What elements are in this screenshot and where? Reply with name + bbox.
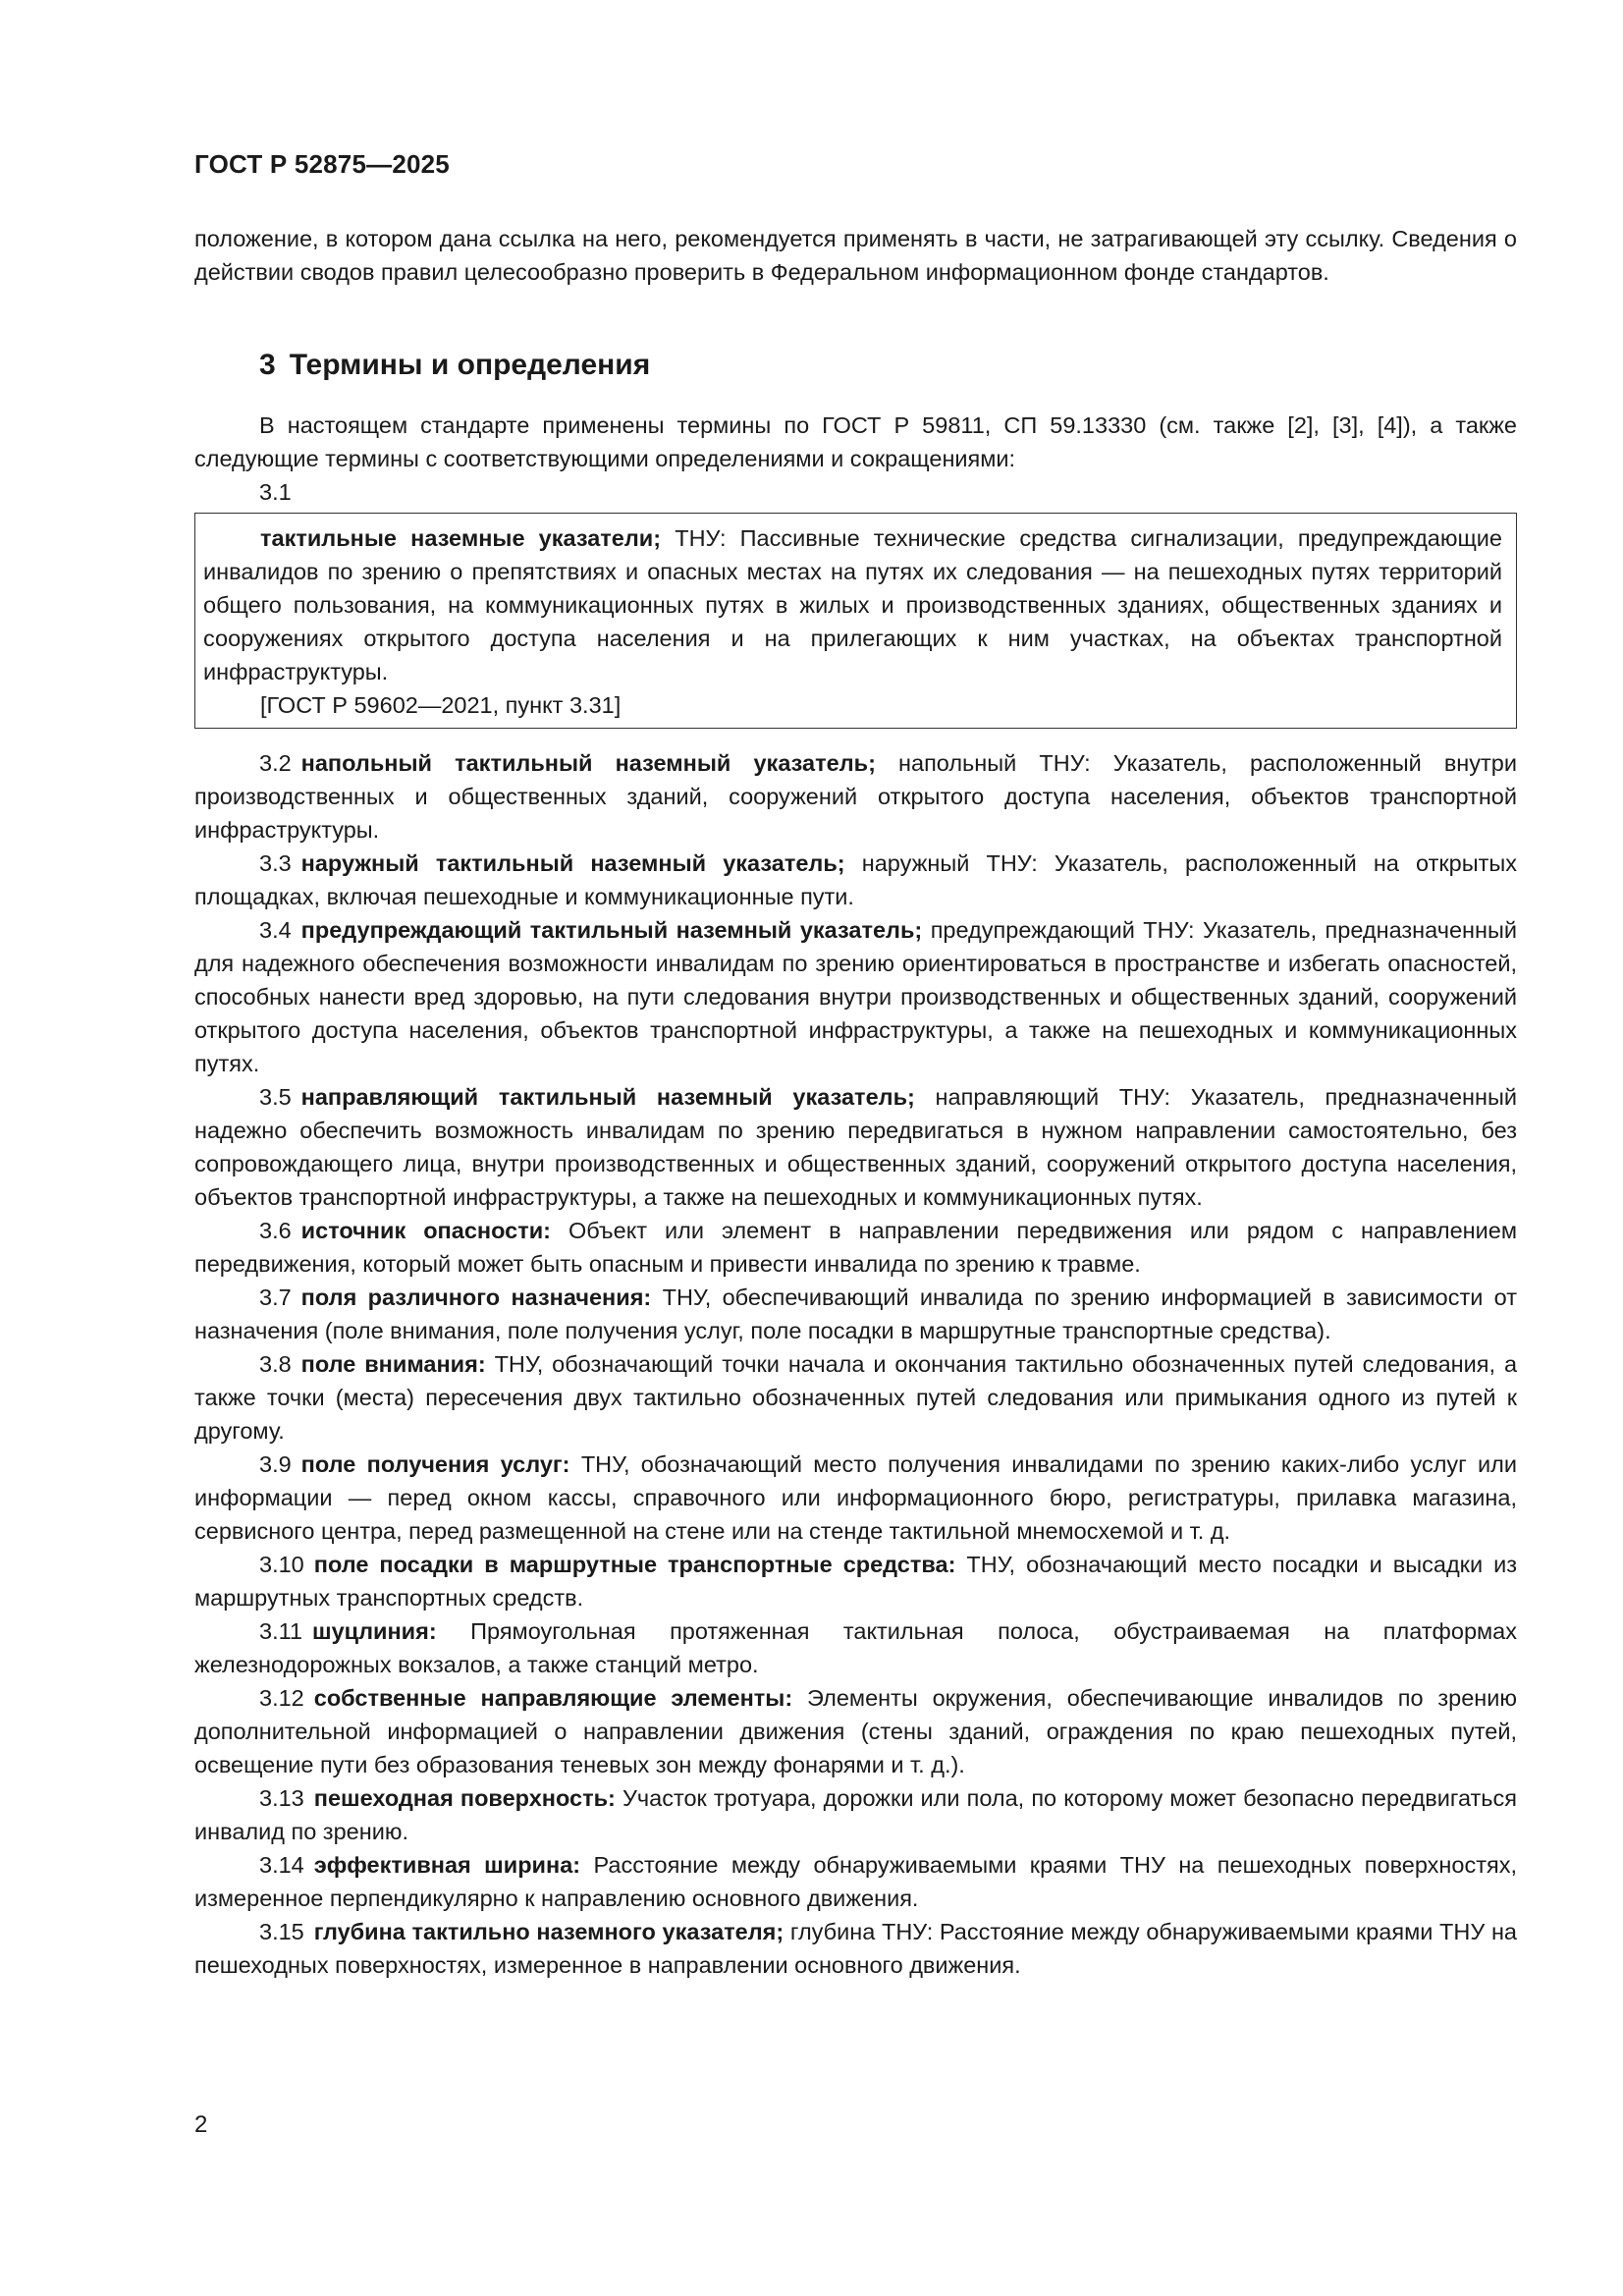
term-entry (194, 1781, 1517, 1848)
term-definition: Участок тротуара, дорожки или пола, по которому может безопасно передвигаться инвалид по зрению. (194, 1785, 1517, 1844)
term-name: тактильные наземные указатели; (260, 525, 662, 551)
term-number: 3.2 (259, 750, 292, 776)
term-name: шуцлиния: (312, 1618, 437, 1644)
term-entry (194, 746, 1517, 847)
term-name: поле посадки в маршрутные транспортные средства: (313, 1552, 956, 1577)
term-definition: Прямоугольная протяженная тактильная полоса, обустраиваемая на платформах железнодорожных вокзалов, а также станций метро. (194, 1618, 1517, 1677)
term-name: напольный тактильный наземный указатель; (300, 750, 876, 776)
term-entry (194, 1548, 1517, 1614)
term-number: 3.3 (259, 850, 292, 876)
term-number: 3.14 (259, 1852, 304, 1878)
terms-list (194, 746, 1517, 1982)
term-number: 3.8 (259, 1351, 292, 1377)
term-source: [ГОСТ Р 59602—2021, пункт 3.31] (260, 692, 622, 718)
term-number: 3.15 (259, 1919, 304, 1944)
term-name: направляющий тактильный наземный указатель; (300, 1084, 915, 1110)
term-definition: ТНУ, обозначающий место получения инвалидами по зрению каких-либо услуг или информации — перед окном кассы, справочного или информационного бюро, регистратуры, прилавка магазина, сервисного центра, перед размещенной на стене или на стенде тактильной мнемосхемой и т. д. (194, 1451, 1517, 1544)
term-definition: ТНУ, обеспечивающий инвалида по зрению информацией в зависимости от назначения (поле внимания, поле получения услуг, поле посадки в маршрутные транспортные средства). (194, 1285, 1517, 1343)
section-title: Термины и определения (289, 349, 651, 381)
term-entry (194, 1214, 1517, 1281)
term-name: собственные направляющие элементы: (313, 1685, 793, 1711)
term-entry (194, 1681, 1517, 1781)
section-intro: В настоящем стандарте применены термины по ГОСТ Р 59811, СП 59.13330 (см. также [2], [3], [4]), а также следующие термины с соответствующими определениями и сокращениями: (194, 412, 1517, 471)
term-number: 3.11 (259, 1618, 302, 1644)
section-heading (259, 346, 1517, 385)
boxed-term-frame (194, 513, 1517, 729)
term-name: поле получения услуг: (300, 1451, 570, 1477)
term-number: 3.12 (259, 1685, 304, 1711)
term-number: 3.6 (259, 1218, 292, 1243)
term-definition: ТНУ, обозначающий место посадки и высадки из маршрутных транспортных средств. (194, 1552, 1517, 1611)
document-header: ГОСТ Р 52875—2025 (194, 149, 450, 179)
boxed-term-number: 3.1 (259, 479, 292, 505)
term-definition: Расстояние между обнаруживаемыми краями ТНУ на пешеходных поверхностях, измеренное перпендикулярно к направлению основного движения. (194, 1852, 1517, 1911)
term-definition: ТНУ: Пассивные технические средства сигнализации, предупреждающие инвалидов по зрению о препятствиях и опасных местах на путях их следования — на пешеходных путях территорий общего пользования, на коммуникационных путях в жилых и производственных зданиях, общественных зданиях и сооружениях открытого доступа населения и на прилегающих к ним участках, на объектах транспортной инфраструктуры. (203, 525, 1503, 684)
term-number: 3.7 (259, 1285, 292, 1310)
term-definition: глубина ТНУ: Расстояние между обнаруживаемыми краями ТНУ на пешеходных поверхностях, измеренное в направлении основного движения. (194, 1919, 1517, 1978)
term-entry (194, 913, 1517, 1080)
term-name: поле внимания: (300, 1351, 486, 1377)
term-definition: ТНУ, обозначающий точки начала и окончания тактильно обозначенных путей следования, а также точки (места) пересечения двух тактильно обозначенных путей следования или примыкания одного из путей к другому. (194, 1351, 1518, 1444)
term-number: 3.5 (259, 1084, 292, 1110)
term-number: 3.4 (259, 917, 292, 943)
term-name: глубина тактильно наземного указателя; (313, 1919, 784, 1944)
term-name: источник опасности: (300, 1218, 551, 1243)
term-number: 3.10 (259, 1552, 304, 1577)
continuation-paragraph: положение, в котором дана ссылка на него, рекомендуется применять в части, не затрагивающей эту ссылку. Сведения о действии сводов правил целесообразно проверить в Федеральном информационном фонде стандартов. (194, 226, 1517, 285)
term-name: поля различного назначения: (300, 1285, 652, 1310)
boxed-term-definition (203, 521, 1502, 688)
term-entry (194, 1848, 1517, 1915)
term-definition: напольный ТНУ: Указатель, расположенный внутри производственных и общественных зданий, сооружений открытого доступа населения, объектов транспортной инфраструктуры. (194, 750, 1517, 843)
page-number: 2 (194, 2111, 208, 2138)
section-number: 3 (259, 349, 276, 381)
term-entry (194, 1614, 1517, 1681)
term-definition: Элементы окружения, обеспечивающие инвалидов по зрению дополнительной информацией о направлении движения (стены зданий, ограждения по краю пешеходных путей, освещение пути без образования теневых зон между фонарями и т. д.). (194, 1685, 1517, 1777)
term-entry (194, 1448, 1517, 1548)
term-definition: направляющий ТНУ: Указатель, предназначенный надежно обеспечить возможность инвалидам по зрению передвигаться в нужном направлении самостоятельно, без сопровождающего лица, внутри производственных и общественных зданий, сооружений открытого доступа населения, объектов транспортной инфраструктуры, а также на пешеходных и коммуникационных путях. (194, 1084, 1517, 1210)
term-name: предупреждающий тактильный наземный указатель; (300, 917, 923, 943)
term-name: пешеходная поверхность: (313, 1785, 616, 1811)
term-entry (194, 1281, 1517, 1347)
document-body (194, 222, 1517, 1982)
term-entry (194, 1347, 1517, 1448)
term-name: наружный тактильный наземный указатель; (300, 850, 845, 876)
term-entry (194, 1080, 1517, 1214)
term-name: эффективная ширина: (313, 1852, 581, 1878)
term-definition: наружный ТНУ: Указатель, расположенный на открытых площадках, включая пешеходные и коммуникационные пути. (194, 850, 1518, 909)
term-definition: предупреждающий ТНУ: Указатель, предназначенный для надежного обеспечения возможности инвалидам по зрению ориентироваться в пространстве и избегать опасностей, способных нанести вред здоровью, на пути следования внутри производственных и общественных зданий, сооружений открытого доступа населения, объектов транспортной инфраструктуры, а также на пешеходных и коммуникационных путях. (194, 917, 1517, 1076)
term-definition: Объект или элемент в направлении передвижения или рядом с направлением передвижения, который может быть опасным и привести инвалида по зрению к травме. (194, 1218, 1518, 1277)
term-number: 3.9 (259, 1451, 292, 1477)
term-entry (194, 847, 1517, 913)
term-entry (194, 1915, 1517, 1982)
term-number: 3.13 (259, 1785, 304, 1811)
